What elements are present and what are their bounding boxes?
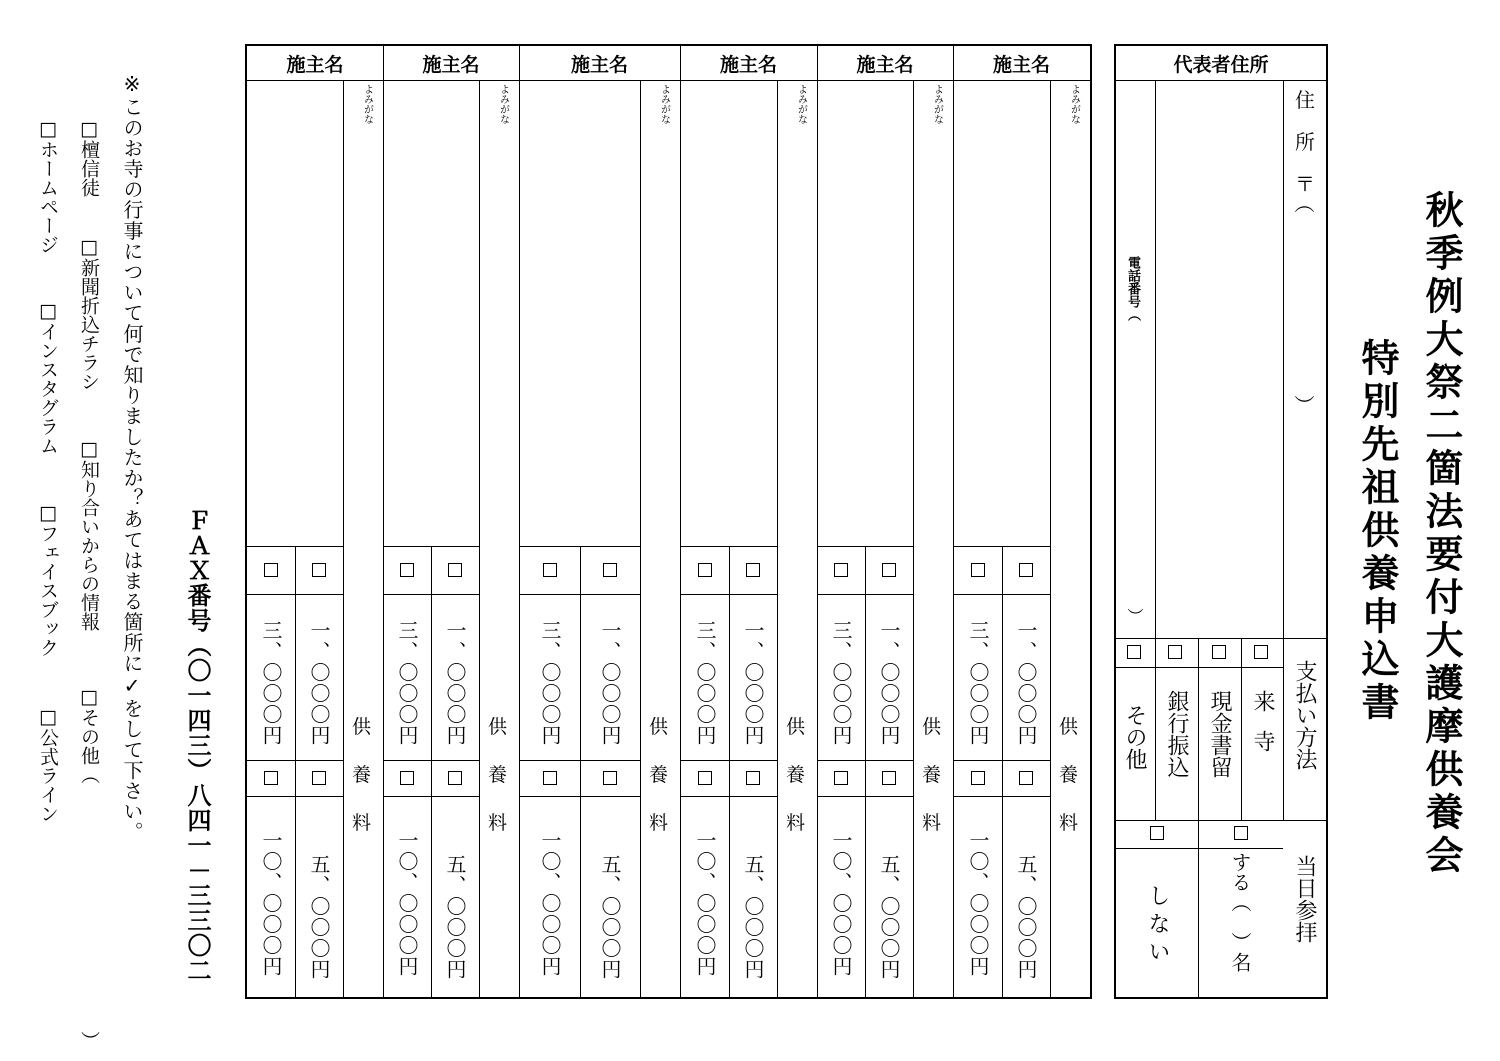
amount-3000-label: 三、〇〇〇円 <box>829 620 853 746</box>
amount-divider <box>295 546 296 997</box>
attendance-label: 当日参拝 <box>1292 855 1317 943</box>
fee-label-char: 供 <box>786 716 806 738</box>
amount-divider <box>729 546 730 997</box>
amount-1000-checkbox[interactable] <box>882 563 896 577</box>
amount-10000-label: 一〇、〇〇〇円 <box>693 830 717 977</box>
survey-option-member[interactable]: □檀信徒 <box>78 118 100 197</box>
amount-1000-checkbox[interactable] <box>603 563 617 577</box>
donor-column-divider <box>817 46 818 997</box>
amount-divider <box>431 546 432 997</box>
fee-label-char: 供 <box>649 716 669 738</box>
amount-3000-label: 三、〇〇〇円 <box>259 620 283 746</box>
amount-5000-checkbox[interactable] <box>312 771 326 785</box>
reading-divider <box>777 80 778 997</box>
payment-option-visit-checkbox[interactable] <box>1254 645 1268 659</box>
reading-label: よみがな <box>497 84 509 124</box>
fee-label-char: 供 <box>1059 716 1079 738</box>
donor-name-input[interactable] <box>250 84 340 544</box>
payment-option-visit: 来寺 <box>1250 690 1275 770</box>
fee-label-char: 養 <box>488 764 508 786</box>
survey-option-line[interactable]: □公式ライン <box>37 706 59 823</box>
fee-label-char: 養 <box>786 764 806 786</box>
reading-divider <box>913 80 914 997</box>
donor-name-input[interactable] <box>683 84 774 544</box>
amount-divider <box>1002 546 1003 997</box>
fee-label-char: 養 <box>1059 764 1079 786</box>
amount-1000-checkbox[interactable] <box>312 563 326 577</box>
donor-header: 施主名 <box>992 53 1050 76</box>
amount-5000-checkbox[interactable] <box>448 771 462 785</box>
payment-option-bank-transfer: 銀行振込 <box>1164 690 1189 778</box>
amount-10000-label: 一〇、〇〇〇円 <box>829 830 853 977</box>
amount-3000-checkbox[interactable] <box>698 563 712 577</box>
amount-3000-label: 三、〇〇〇円 <box>395 620 419 746</box>
fee-label-char: 料 <box>922 812 942 834</box>
amount-divider <box>865 546 866 997</box>
postal-paren-close: ） <box>1291 395 1315 415</box>
amount-5000-label: 五、〇〇〇円 <box>741 854 765 980</box>
amount-1000-label: 一、〇〇〇円 <box>443 620 467 746</box>
amount-1000-label: 一、〇〇〇円 <box>741 620 765 746</box>
payment-option-registered-mail-checkbox[interactable] <box>1212 645 1226 659</box>
phone-close: ） <box>1125 608 1144 624</box>
amount-5000-label: 五、〇〇〇円 <box>307 854 331 980</box>
donor-header: 施主名 <box>422 53 480 76</box>
amount-3000-label: 三、〇〇〇円 <box>966 620 990 746</box>
fee-label-char: 養 <box>352 764 372 786</box>
donor-name-input[interactable] <box>522 84 637 544</box>
amount-1000-checkbox[interactable] <box>746 563 760 577</box>
amount-1000-label: 一、〇〇〇円 <box>307 620 331 746</box>
reading-label: よみがな <box>1068 84 1080 124</box>
fax-number: ＦＡＸ番号（〇一四三）八四一－三三〇二 <box>183 508 211 983</box>
fee-label-char: 供 <box>488 716 508 738</box>
fee-label-char: 供 <box>352 716 372 738</box>
amount-1000-label: 一、〇〇〇円 <box>877 620 901 746</box>
amount-3000-checkbox[interactable] <box>264 563 278 577</box>
reading-label: よみがな <box>658 84 670 124</box>
postal-paren-open: （ <box>1291 193 1315 213</box>
amount-5000-checkbox[interactable] <box>603 771 617 785</box>
payment-option-other: その他 <box>1122 704 1147 770</box>
amount-3000-checkbox[interactable] <box>971 563 985 577</box>
donor-column-divider <box>953 46 954 997</box>
donor-name-input[interactable] <box>956 84 1047 544</box>
amount-1000-label: 一、〇〇〇円 <box>1014 620 1038 746</box>
amount-10000-label: 一〇、〇〇〇円 <box>538 830 562 977</box>
amount-5000-checkbox[interactable] <box>882 771 896 785</box>
amount-3000-checkbox[interactable] <box>834 563 848 577</box>
donor-header: 施主名 <box>570 53 628 76</box>
amount-1000-checkbox[interactable] <box>448 563 462 577</box>
amount-5000-label: 五、〇〇〇円 <box>598 854 622 980</box>
payment-label: 支払い方法 <box>1292 660 1317 770</box>
amount-3000-label: 三、〇〇〇円 <box>693 620 717 746</box>
amount-10000-checkbox[interactable] <box>264 771 278 785</box>
fee-label-char: 料 <box>488 812 508 834</box>
amount-10000-checkbox[interactable] <box>971 771 985 785</box>
amount-3000-label: 三、〇〇〇円 <box>538 620 562 746</box>
fee-label-char: 養 <box>649 764 669 786</box>
payment-option-other-checkbox[interactable] <box>1127 645 1141 659</box>
reading-divider <box>479 80 480 997</box>
fee-label-char: 料 <box>649 812 669 834</box>
donor-name-input[interactable] <box>820 84 910 544</box>
form-title: 秋季例大祭二箇法要付大護摩供養会 <box>1419 190 1463 878</box>
survey-question: ※このお寺の行事について何で知りましたか？あてはまる箇所に✓をして下さい。 <box>120 72 144 843</box>
address-label-1: 住 <box>1295 88 1315 112</box>
survey-option-facebook[interactable]: □フェイスブック <box>37 502 59 657</box>
reading-divider <box>640 80 641 997</box>
attendance-yes: する（ ）名 <box>1228 852 1252 972</box>
attendance-yes-checkbox[interactable] <box>1234 826 1248 840</box>
amount-5000-label: 五、〇〇〇円 <box>443 854 467 980</box>
attendance-no-checkbox[interactable] <box>1150 826 1164 840</box>
donor-column-divider <box>383 46 384 997</box>
donor-name-input[interactable] <box>386 84 476 544</box>
donor-header: 施主名 <box>856 53 914 76</box>
survey-option-acquaintance[interactable]: □知り合いからの情報 <box>78 438 100 631</box>
address-label-2: 所 <box>1295 130 1315 154</box>
amount-10000-label: 一〇、〇〇〇円 <box>395 830 419 977</box>
payment-option-registered-mail: 現金書留 <box>1207 690 1232 778</box>
amount-3000-checkbox[interactable] <box>400 563 414 577</box>
reading-label: よみがな <box>931 84 943 124</box>
postal-mark: 〒 <box>1295 172 1315 196</box>
donor-header: 施主名 <box>719 53 777 76</box>
survey-option-instagram[interactable]: □インスタグラム <box>37 300 59 455</box>
fee-label-char: 料 <box>786 812 806 834</box>
amount-10000-checkbox[interactable] <box>698 771 712 785</box>
amount-5000-checkbox[interactable] <box>1019 771 1033 785</box>
reading-label: よみがな <box>795 84 807 124</box>
reading-divider <box>1050 80 1051 997</box>
amount-10000-checkbox[interactable] <box>543 771 557 785</box>
form-subtitle: 特別先祖供養申込書 <box>1355 338 1399 725</box>
fee-label-char: 供 <box>922 716 942 738</box>
survey-option-homepage[interactable]: □ホームページ <box>37 118 59 254</box>
amount-10000-label: 一〇、〇〇〇円 <box>966 830 990 977</box>
payment-option-bank-transfer-checkbox[interactable] <box>1168 645 1182 659</box>
attendance-no: しない <box>1145 884 1170 968</box>
amount-5000-label: 五、〇〇〇円 <box>877 854 901 980</box>
fee-label-char: 養 <box>922 764 942 786</box>
amount-10000-label: 一〇、〇〇〇円 <box>259 830 283 977</box>
amount-5000-label: 五、〇〇〇円 <box>1014 854 1038 980</box>
amount-divider <box>580 546 581 997</box>
amount-1000-checkbox[interactable] <box>1019 563 1033 577</box>
phone-label: 電話番号（ <box>1125 256 1140 321</box>
donor-header: 施主名 <box>286 53 344 76</box>
survey-option-newspaper[interactable]: □新聞折込チラシ <box>78 236 100 391</box>
reading-label: よみがな <box>361 84 373 124</box>
amount-3000-checkbox[interactable] <box>543 563 557 577</box>
survey-option-other[interactable]: □その他（ ） <box>78 686 100 1050</box>
reading-divider <box>343 80 344 997</box>
fee-label-char: 料 <box>1059 812 1079 834</box>
fee-label-char: 料 <box>352 812 372 834</box>
phone-input[interactable] <box>1117 82 1154 637</box>
amount-1000-label: 一、〇〇〇円 <box>598 620 622 746</box>
address-input[interactable] <box>1157 82 1282 637</box>
amount-5000-checkbox[interactable] <box>746 771 760 785</box>
donor-column-divider <box>680 46 681 997</box>
representative-header: 代表者住所 <box>1173 53 1269 76</box>
donor-column-divider <box>519 46 520 997</box>
amount-10000-checkbox[interactable] <box>834 771 848 785</box>
amount-10000-checkbox[interactable] <box>400 771 414 785</box>
